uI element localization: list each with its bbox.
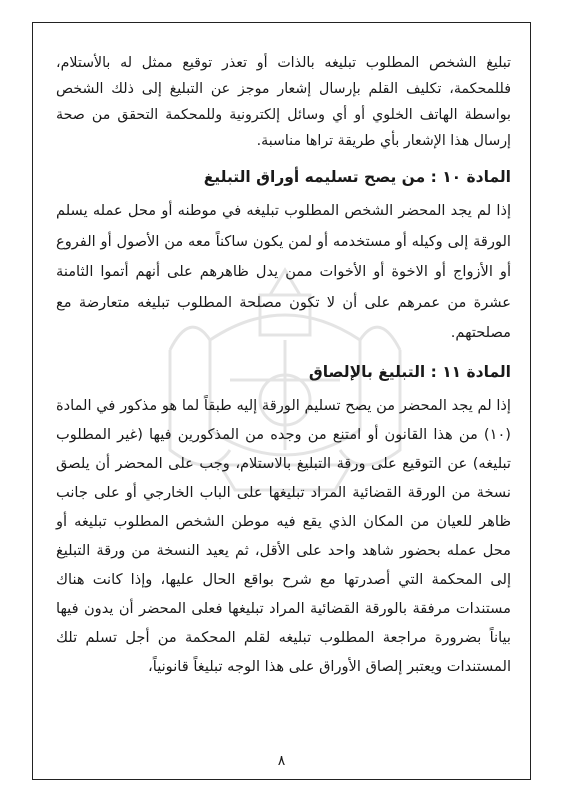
article-11-heading: المادة ١١ : التبليغ بالإلصاق — [308, 362, 511, 381]
article-10-body: إذا لم يجد المحضر الشخص المطلوب تبليغه في موطنه أو محل عمله يسلم الورقة إلى وكيله أو مستخدمه أو لمن يكون ساكناً معه من الأصول أو الفروع أو الأزواج أو الاخوة أو الأخوات ممن يدل ظاهرهم على أنهم أتموا الثامنة عشرة من عمرهم على أن لا تكون مصلحة المطلوب تبليغه متعارضة مع مصلحتهم. — [56, 202, 511, 341]
intro-paragraph: تبليغ الشخص المطلوب تبليغه بالذات أو تعذر توقيع ممثل له بالأستلام، فللمحكمة، تكليف القلم بإرسال إشعار موجز عن التبليغ إلى ذلك الشخص بواسطة الهاتف الخلوي أو أي وسائل إلكترونية وللمحكمة التحقق من صحة إرسال هذا الإشعار بأي طريقة تراها مناسبة. — [56, 55, 511, 149]
article-11-body: إذا لم يجد المحضر من يصح تسليم الورقة إليه طبقاً لما هو مذكور في المادة (١٠) من هذا القانون أو امتنع من وجده من المذكورين فيها (غير المطلوب تبليغه) عن التوقيع على ورقة التبليغ بالاستلام، وجب على المحضر أن يلصق نسخة من الورقة القضائية المراد تبليغها على الباب الخارجي أو على جانب ظاهر للعيان من المكان الذي يقع فيه موطن الشخص المطلوب تبليغه أو محل عمله بحضور شاهد واحد على الأقل، ثم يعيد النسخة من ورقة التبليغ إلى المحكمة التي أصدرتها مع شرح بواقع الحال عليها، وإذا كانت هناك مستندات مرفقة بالورقة القضائية المراد تبليغها فعلى المحضر أن يدون فيها بياناً بضرورة مراجعة المطلوب تبليغه لقلم المحكمة من أجل تسلم تلك المستندات ويعتبر إلصاق الأوراق على هذا الوجه تبليغاً قانونياً، — [56, 396, 511, 675]
page-number-label: ٨ — [270, 753, 294, 769]
article-10-heading: المادة ١٠ : من يصح تسليمه أوراق التبليغ — [203, 168, 511, 186]
page-number — [0, 753, 563, 769]
document-body — [56, 44, 511, 681]
